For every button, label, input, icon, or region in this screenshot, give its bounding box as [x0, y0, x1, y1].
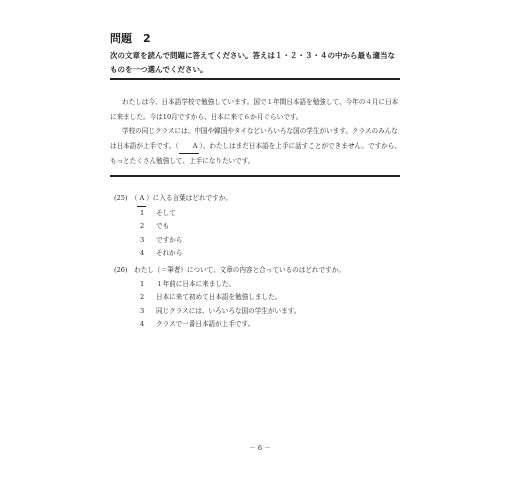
passage-paragraph-1: わたしは今、日本語学校で勉強しています。国で１年間日本語を勉強して、今年の４月に日本に来ました。今は10月ですから、日本に来て６か月ぐらいです。 [110, 98, 399, 121]
question-26-stem: (26) わたし（＝筆者）について、文章の内容と合っているのはどれですか。 [114, 266, 345, 274]
blank-a: A [179, 139, 200, 155]
option-1[interactable]: 1 そして [140, 208, 176, 217]
passage-paragraph-2: 学校の同じクラスには、中国や韓国やタイなどいろいろな国の学生がいます。クラスのみんなは日本語が上手です。（ A ）、わたしはまだ日本語を上手に話すことができません。ですから、もっとたくさん勉強して、上手になりたいです。 [110, 127, 401, 165]
instruction-line-1: 次の文章を読んで問題に答えてください。答えは１・２・３・４の中から最も適当な [110, 51, 395, 60]
blank-a-ref: A [137, 192, 146, 207]
top-rule [110, 78, 400, 80]
option-3[interactable]: 3 ですから [140, 235, 183, 244]
option-4[interactable]: 4 クラスで一番日本語が上手です。 [140, 320, 255, 328]
instructions [110, 49, 410, 77]
page-number: － 6 － [249, 444, 271, 452]
option-1[interactable]: 1 １年前に日本に来ました。 [140, 279, 236, 288]
reading-passage [110, 95, 402, 169]
option-2[interactable]: 2 でも [140, 222, 170, 230]
passage-paragraph-2-tail: 、わたしはまだ日本語を上手に話すことができません。ですから、もっとたくさん勉強して、上手になりたいです。 [110, 141, 401, 165]
option-2[interactable]: 2 日本に来て初めて日本語を勉強しました。 [140, 293, 282, 301]
section-title: 問題 2 [110, 32, 151, 45]
question-25-options [114, 207, 404, 261]
instruction-line-2: ものを一つ選んでください。 [110, 65, 208, 74]
question-25 [114, 192, 404, 261]
question-26 [114, 264, 414, 332]
bottom-rule [110, 175, 400, 177]
question-25-stem: (25) （ A ）に入る言葉はどれですか。 [114, 192, 404, 207]
question-26-options [114, 278, 414, 332]
option-3[interactable]: 3 同じクラスには、いろいろな国の学生がいます。 [140, 306, 301, 315]
passage-paragraph-2-text: 学校の同じクラスには、中国や韓国やタイなどいろいろな国の学生がいます。クラスのみんなは日本語が上手です。 [110, 127, 398, 150]
option-4[interactable]: 4 それから [140, 249, 183, 257]
